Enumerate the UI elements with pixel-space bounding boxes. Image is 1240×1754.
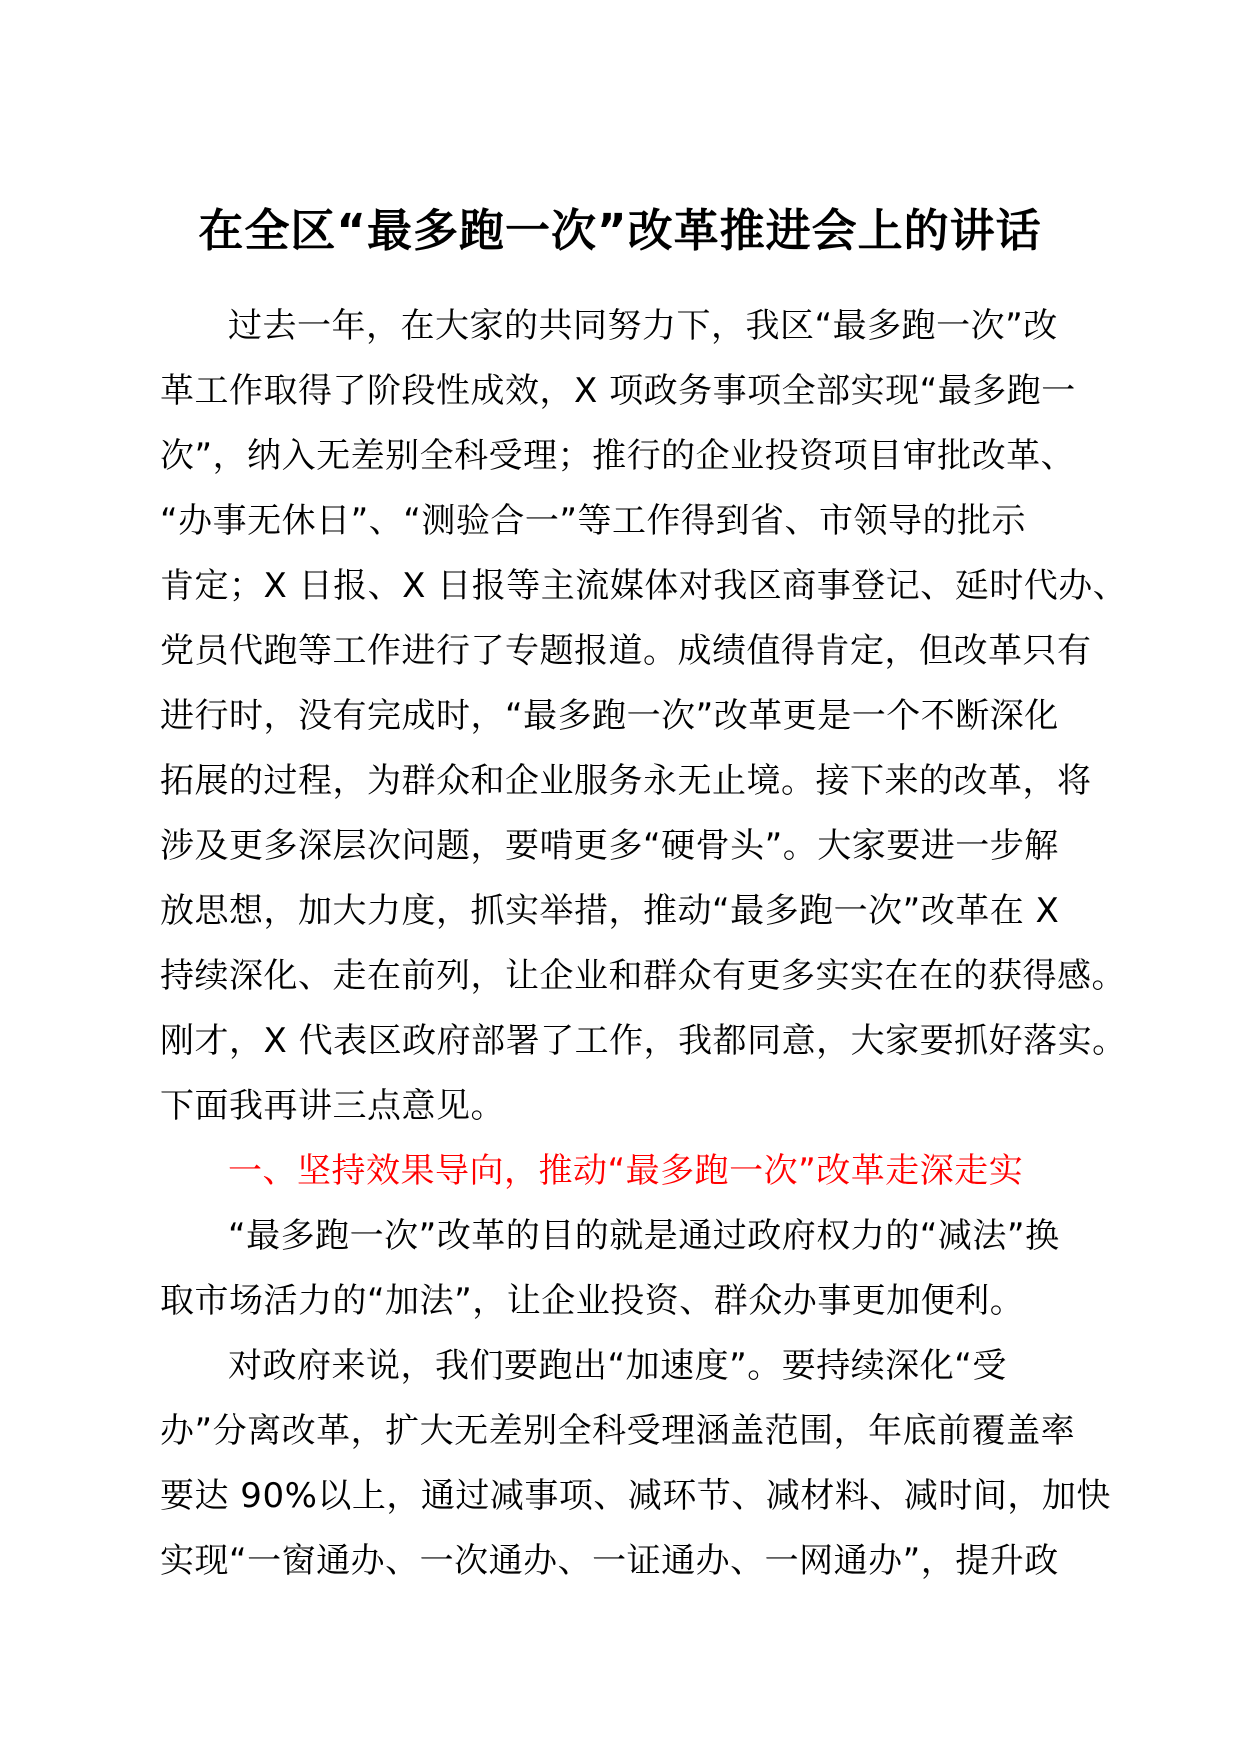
section-heading: 一、坚持效果导向，推动“最多跑一次”改革走深走实 (228, 1151, 1024, 1191)
body-line: 持续深化、走在前列，让企业和群众有更多实实在在的获得感。 (160, 956, 1126, 996)
body-line: 办”分离改革，扩大无差别全科受理涵盖范围，年底前覆盖率 (160, 1411, 1076, 1451)
body-line: 进行时，没有完成时，“最多跑一次”改革更是一个不断深化 (160, 696, 1059, 736)
body-line: 党员代跑等工作进行了专题报道。成绩值得肯定，但改革只有 (160, 631, 1092, 671)
document-title: 在全区“最多跑一次”改革推进会上的讲话 (198, 204, 1042, 257)
body-line: 对政府来说，我们要跑出“加速度”。要持续深化“受 (228, 1346, 1007, 1386)
body-line: 肯定；X 日报、X 日报等主流媒体对我区商事登记、延时代办、 (160, 566, 1128, 606)
body-line: 实现“一窗通办、一次通办、一证通办、一网通办”，提升政 (160, 1541, 1059, 1581)
body-line: “办事无休日”、“测验合一”等工作得到省、市领导的批示 (160, 501, 1026, 541)
body-line: 次”，纳入无差别全科受理；推行的企业投资项目审批改革、 (160, 436, 1076, 476)
body-line: 涉及更多深层次问题，要啃更多“硬骨头”。大家要进一步解 (160, 826, 1059, 866)
body-line: “最多跑一次”改革的目的就是通过政府权力的“减法”换 (228, 1216, 1060, 1256)
body-line: 过去一年，在大家的共同努力下，我区“最多跑一次”改 (228, 306, 1058, 346)
body-line: 放思想，加大力度，抓实举措，推动“最多跑一次”改革在 X (160, 891, 1060, 931)
body-line: 下面我再讲三点意见。 (160, 1086, 505, 1126)
body-line: 革工作取得了阶段性成效，X 项政务事项全部实现“最多跑一 (160, 371, 1076, 411)
body-line: 取市场活力的“加法”，让企业投资、群众办事更加便利。 (160, 1281, 1025, 1321)
body-line: 拓展的过程，为群众和企业服务永无止境。接下来的改革，将 (160, 761, 1092, 801)
document-body (160, 294, 1128, 1594)
body-line: 要达 90%以上，通过减事项、减环节、减材料、减时间，加快 (160, 1476, 1111, 1516)
body-line: 刚才，X 代表区政府部署了工作，我都同意，大家要抓好落实。 (160, 1021, 1127, 1061)
